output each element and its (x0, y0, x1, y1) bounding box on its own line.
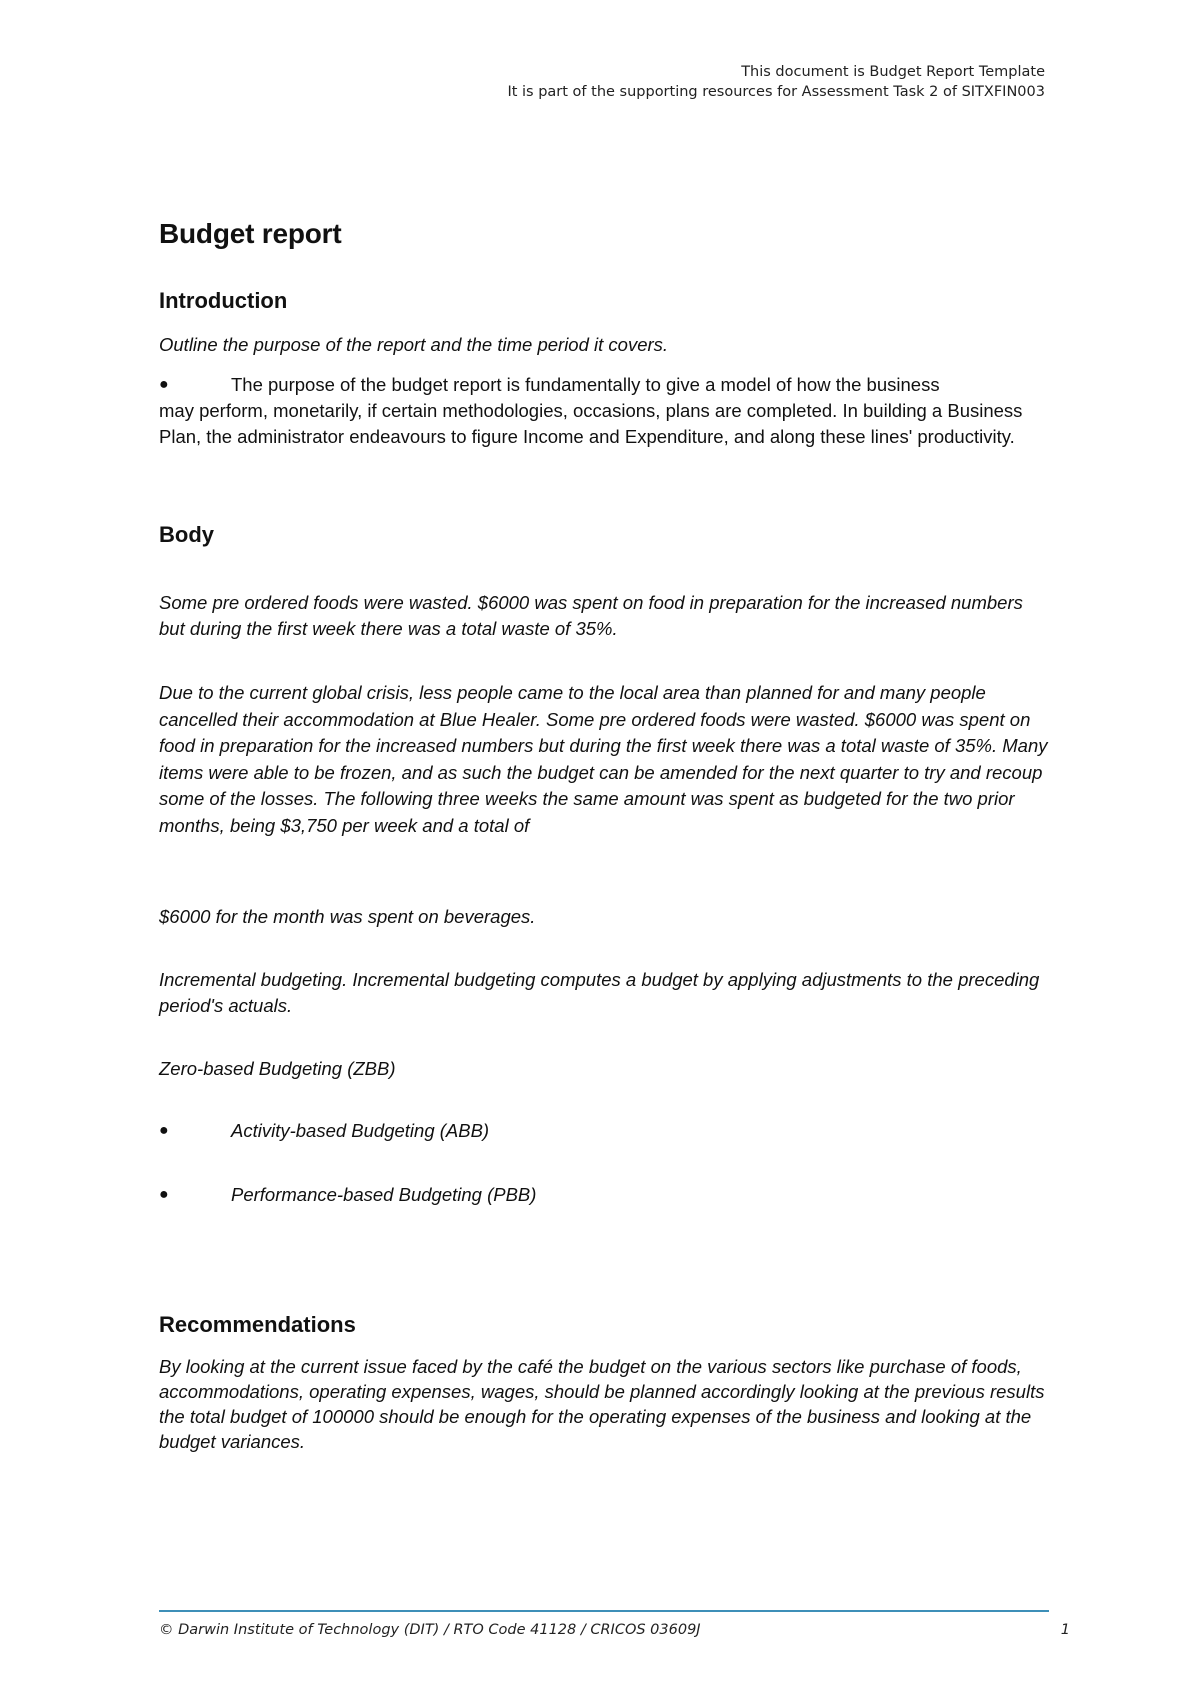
introduction-heading: Introduction (159, 288, 288, 313)
bullet-icon: ● (159, 1186, 169, 1203)
body-heading: Body (159, 522, 214, 547)
body-paragraph-1: Some pre ordered foods were wasted. $6000 was spent on food in preparation for the increased numbers but during the first week there was a total waste of 35%. (159, 592, 1023, 639)
list-item (159, 1182, 1049, 1208)
recommendations-text: By looking at the current issue faced by the café the budget on the various sectors like purchase of foods, accommodations, operating expenses, wages, should be planned accordingly looking at the previous results the total budget of 100000 should be enough for the operating expenses of the business and looking at the budget variances. (159, 1356, 1045, 1452)
list-item-text: Activity-based Budgeting (ABB) (231, 1120, 490, 1141)
list-item-text: Performance-based Budgeting (PBB) (231, 1184, 537, 1205)
footer-text: © Darwin Institute of Technology (DIT) / RTO Code 41128 / CRICOS 03609J (159, 1622, 701, 1638)
page-number: 1 (1060, 1622, 1070, 1638)
introduction-bullet-paragraph (159, 372, 1049, 450)
introduction-bullet-first-line: The purpose of the budget report is fundamentally to give a model of how the business (231, 374, 940, 395)
bullet-icon: ● (159, 1122, 169, 1139)
body-paragraph-3: $6000 for the month was spent on beverages. (159, 906, 536, 927)
recommendations-heading: Recommendations (159, 1312, 356, 1337)
header-line-2: It is part of the supporting resources for Assessment Task 2 of SITXFIN003 (507, 84, 1045, 100)
body-paragraph-4: Incremental budgeting. Incremental budgeting computes a budget by applying adjustments to the preceding period's actuals. (159, 969, 1040, 1016)
header-line-1: This document is Budget Report Template (741, 64, 1045, 80)
introduction-bullet-continuation: may perform, monetarily, if certain methodologies, occasions, plans are completed. In building a Business Plan, the administrator endeavours to figure Income and Expenditure, and along these lines' productivity. (159, 400, 1023, 447)
body-paragraph-2: Due to the current global crisis, less people came to the local area than planned for and many people cancelled their accommodation at Blue Healer. Some pre ordered foods were wasted. $6000 was spent on food in preparation for the increased numbers but during the first week there was a total waste of 35%. Many items were able to be frozen, and as such the budget can be amended for the next quarter to try and recoup some of the losses. The following three weeks the same amount was spent as budgeted for the two prior months, being $3,750 per week and a total of (159, 682, 1048, 836)
document-title: Budget report (159, 218, 342, 249)
list-item (159, 1118, 1049, 1144)
body-paragraph-5: Zero-based Budgeting (ZBB) (159, 1058, 396, 1079)
bullet-icon: ● (159, 376, 169, 393)
introduction-instruction: Outline the purpose of the report and the time period it covers. (159, 334, 669, 355)
footer-rule (159, 1610, 1049, 1612)
